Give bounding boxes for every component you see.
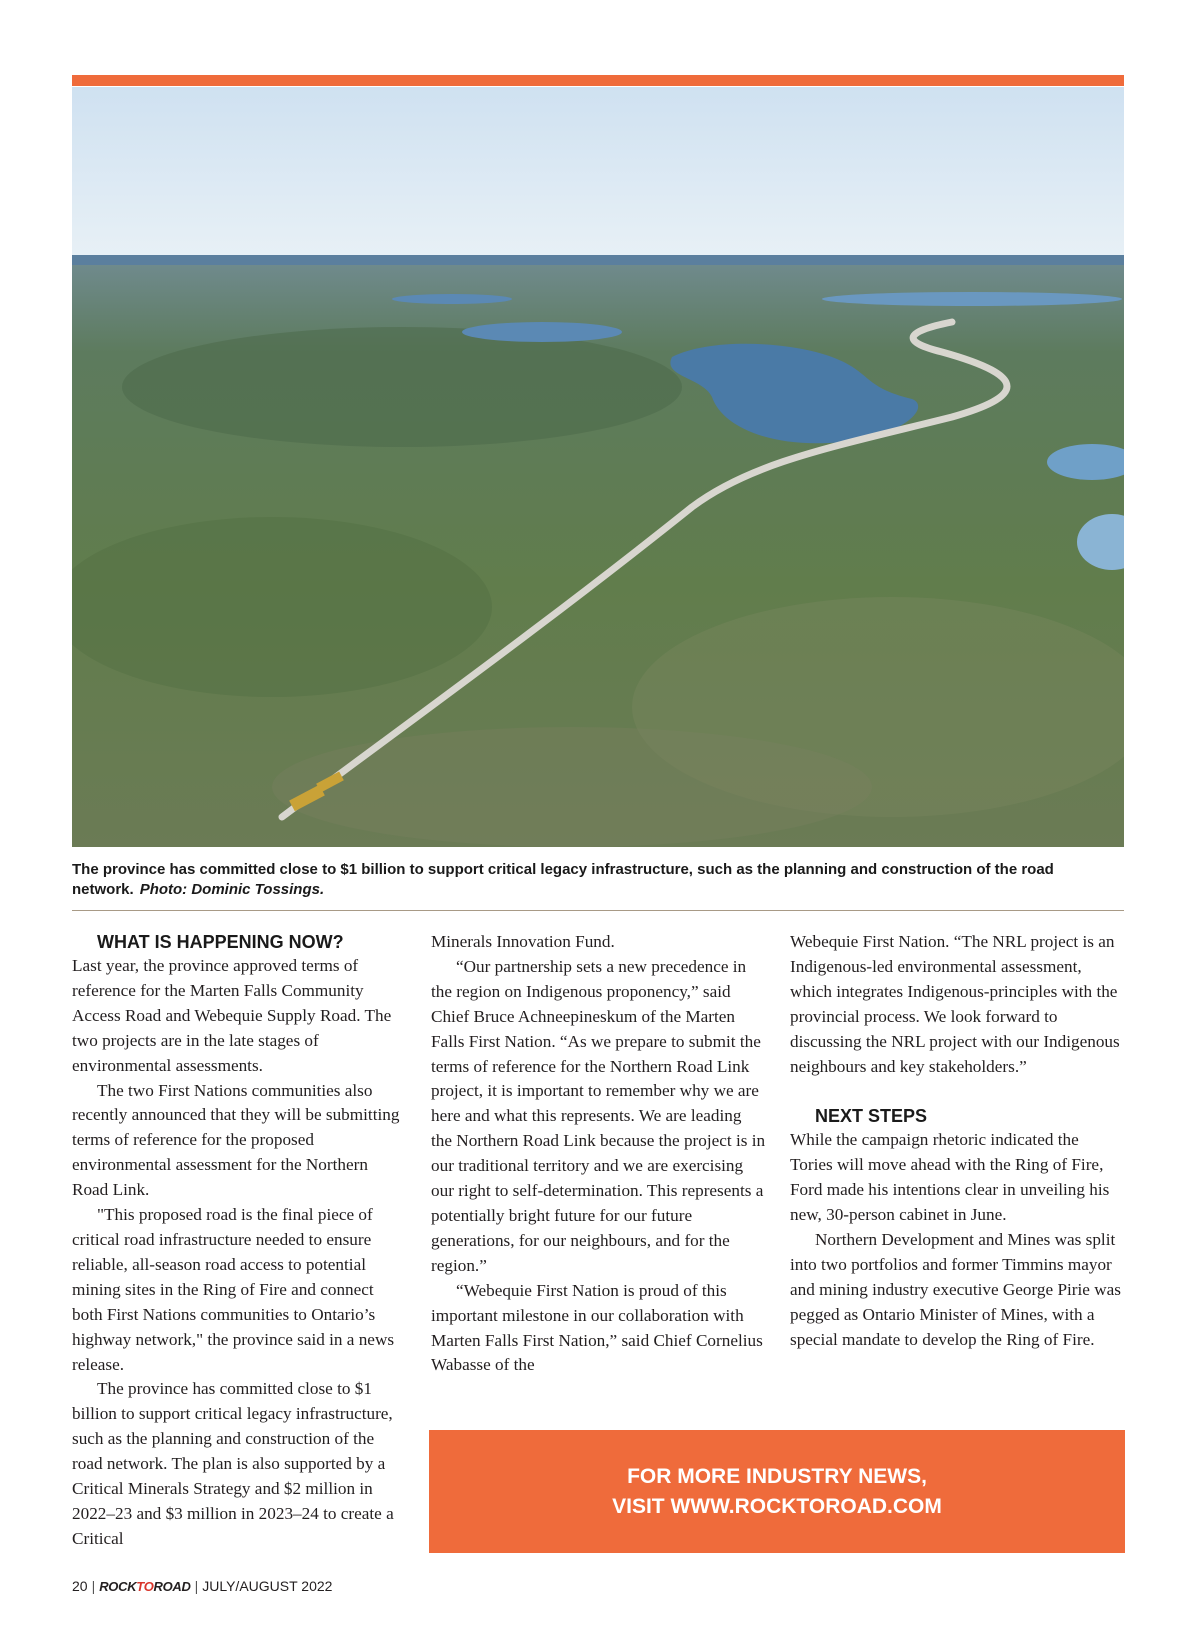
section-heading-next-steps: NEXT STEPS [815, 1106, 928, 1127]
paragraph: "This proposed road is the final piece of critical road infrastructure needed to ensure reliable, all-season road access to potential mining sites in the Ring of Fire and connect both First Nations communities to Ontario’s highway network," the province said in a news release. [72, 1205, 395, 1374]
paragraph: Last year, the province approved terms of reference for the Marten Falls Community Access Road and Webequie Supply Road. The two projects are in the late stages of environmental assessments. [72, 956, 392, 1075]
magazine-logo: ROCK TO ROAD [99, 1578, 191, 1594]
paragraph: Minerals Innovation Fund. [431, 932, 615, 951]
photo-caption [72, 860, 1124, 900]
paragraph: “Our partnership sets a new precedence in the region on Indigenous proponency,” said Chief Bruce Achneepineskum of the Marten Falls First Nation. “As we prepare to submit the terms of reference for the Northern Road Link project, it is important to remember why we are here and what this represents. We are leading the Northern Road Link because the project is in our traditional territory and we are exercising our right to self-determination. This represents a potentially bright future for our future generations, for our neighbours, and for the region.” [431, 956, 766, 1275]
paragraph: The province has committed close to $1 billion to support critical legacy infrastructure, such as the planning and construction of the road network. The plan is also supported by a Critical Minerals Strategy and $2 million in 2022–23 and $3 million in 2023–24 to create a Critical [72, 1379, 394, 1548]
caption-text: The province has committed close to $1 billion to support critical legacy infrastructure, such as the planning and construction of the road network. [72, 861, 1054, 898]
section-heading-now: WHAT IS HAPPENING NOW? [97, 932, 344, 952]
aerial-landscape-illustration [72, 87, 1124, 847]
paragraph: Northern Development and Mines was split into two portfolios and former Timmins mayor and mining industry executive George Pirie was pegged as Ontario Minister of Mines, with a special mandate to develop the Ring of Fire. [790, 1230, 1121, 1349]
paragraph: The two First Nations communities also recently announced that they will be submitting terms of reference for the proposed environmental assessment for the Northern Road Link. [72, 1080, 400, 1200]
aerial-road-photo [72, 87, 1124, 847]
article-column-3 [790, 930, 1125, 1353]
paragraph: “Webequie First Nation is proud of this important milestone in our collaboration with Marten Falls First Nation,” said Chief Cornelius Wabasse of the [431, 1280, 763, 1375]
photo-credit: Photo: Dominic Tossings. [139, 881, 325, 898]
paragraph: While the campaign rhetoric indicated the Tories will move ahead with the Ring of Fire, Ford made his intentions clear in unveiling his new, 30-person cabinet in June. [790, 1130, 1110, 1225]
page-footer: 20 | ROCK TO ROAD | JULY/AUGUST 2022 [72, 1578, 333, 1594]
page-number: 20 [72, 1578, 88, 1594]
cta-website-link[interactable]: VISIT WWW.ROCKTOROAD.COM [612, 1494, 942, 1518]
issue-date: JULY/AUGUST 2022 [202, 1578, 333, 1594]
article-column-1 [72, 930, 407, 1552]
top-accent-bar [72, 75, 1124, 86]
paragraph: Webequie First Nation. “The NRL project is an Indigenous-led environmental assessment, which integrates Indigenous-principles with the provincial process. We look forward to discussing the NRL project with our Indigenous neighbours and key stakeholders.” [790, 932, 1120, 1076]
article-column-2 [431, 930, 766, 1378]
cta-line-1: FOR MORE INDUSTRY NEWS, [627, 1464, 927, 1488]
industry-news-banner[interactable] [429, 1430, 1125, 1553]
caption-divider [72, 910, 1124, 911]
